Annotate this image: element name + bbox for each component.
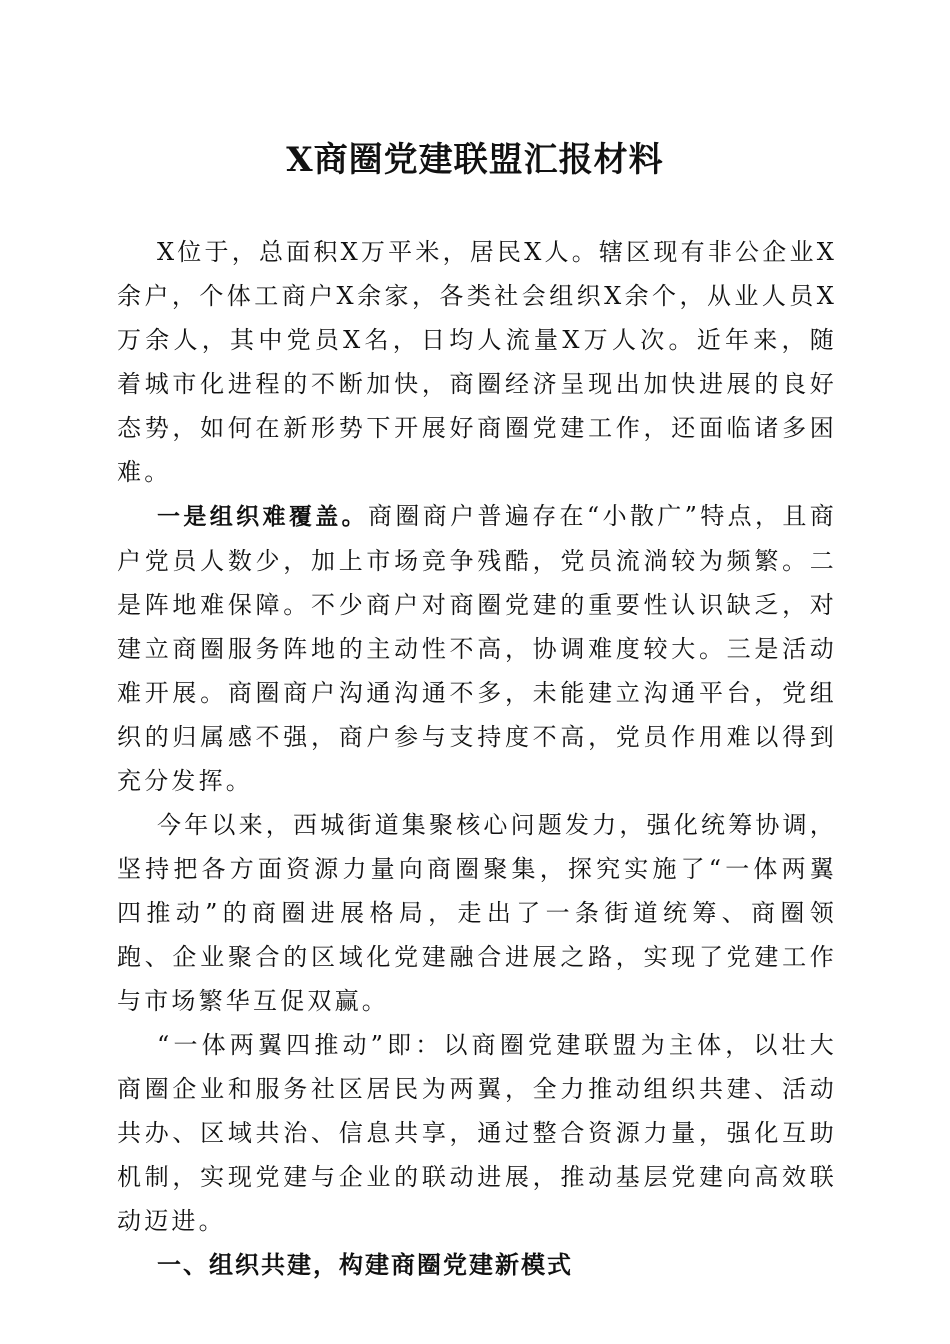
paragraph-measures: 今年以来，西城街道集聚核心问题发力，强化统筹协调，坚持把各方面资源力量向商圈聚集，探究实施了“一体两翼四推动”的商圈进展格局，走出了一条街道统筹、商圈领跑、企业聚合的区域化党建融合进展之路，实现了党建工作与市场繁华互促双赢。	[117, 811, 837, 1015]
paragraph-lead-phrase: 一是组织难覆盖。	[157, 504, 368, 530]
document-title: X商圈党建联盟汇报材料	[286, 140, 664, 180]
paragraph-difficulties-text: 商圈商户普遍存在“小散广”特点，且商户党员人数少，加上市场竞争残酷，党员流淌较为频繁。二是阵地难保障。不少商户对商圈党建的重要性认识缺乏，对建立商圈服务阵地的主动性不高，协调难度较大。三是活动难开展。商圈商户沟通沟通不多，未能建立沟通平台，党组织的归属感不强，商户参与支持度不高，党员作用难以得到充分发挥。	[117, 502, 837, 795]
paragraph-overview: X位于，总面积X万平米，居民X人。辖区现有非公企业X余户，个体工商户X余家，各类社会组织X余个，从业人员X万余人，其中党员X名，日均人流量X万人次。近年来，随着城市化进程的不断加快，商圈经济呈现出加快进展的良好态势，如何在新形势下开展好商圈党建工作，还面临诸多困难。	[117, 238, 837, 486]
paragraph-difficulties	[117, 494, 837, 803]
section-heading: 一、组织共建，构建商圈党建新模式	[157, 1251, 573, 1279]
document-body	[117, 230, 837, 1287]
paragraph-definition: “一体两翼四推动”即：以商圈党建联盟为主体，以壮大商圈企业和服务社区居民为两翼，全力推动组织共建、活动共办、区域共治、信息共享，通过整合资源力量，强化互助机制，实现党建与企业的联动进展，推动基层党建向高效联动迈进。	[117, 1031, 837, 1235]
